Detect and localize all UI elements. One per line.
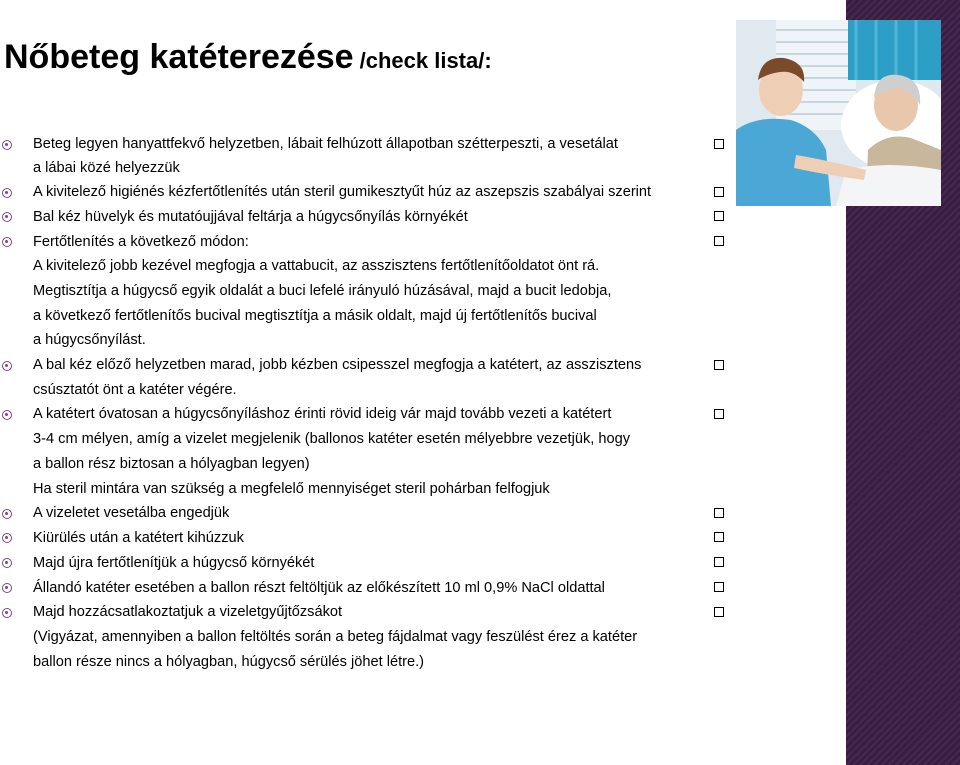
checklist-line: A katétert óvatosan a húgycsőnyíláshoz érinti rövid ideig vár majd tovább vezeti a katétert: [33, 406, 612, 422]
checklist-line: Majd újra fertőtlenítjük a húgycső környékét: [33, 555, 315, 571]
checklist-line: ballon része nincs a hólyagban, húgycső sérülés jöhet létre.): [33, 654, 425, 670]
checklist-line: a lábai közé helyezzük: [33, 160, 180, 176]
checklist-line: csúsztatót önt a katéter végére.: [33, 382, 237, 398]
bullet-icon: [2, 608, 12, 618]
checklist-line: a ballon rész biztosan a hólyagban legyen): [33, 456, 310, 472]
checklist-line: A vizeletet vesetálba engedjük: [33, 505, 230, 521]
checkbox[interactable]: [714, 139, 724, 149]
checklist-line: Bal kéz hüvelyk és mutatóujjával feltárja a húgycsőnyílás környékét: [33, 209, 468, 225]
checklist-line: 3-4 cm mélyen, amíg a vizelet megjelenik (ballonos katéter esetén mélyebbre vezetjük, hogy: [33, 431, 631, 447]
checklist-line: a következő fertőtlenítős bucival megtisztítja a másik oldalt, majd új fertőtlenítős bucival: [33, 308, 597, 324]
checkbox[interactable]: [714, 236, 724, 246]
bullet-icon: [2, 509, 12, 519]
checkbox[interactable]: [714, 557, 724, 567]
checklist-line: A kivitelező jobb kezével megfogja a vattabucit, az asszisztens fertőtlenítőoldatot önt rá.: [33, 258, 600, 274]
bullet-icon: [2, 188, 12, 198]
checkbox[interactable]: [714, 187, 724, 197]
checkbox[interactable]: [714, 211, 724, 221]
bullet-icon: [2, 212, 12, 222]
bullet-icon: [2, 361, 12, 371]
checkbox[interactable]: [714, 582, 724, 592]
checkbox[interactable]: [714, 409, 724, 419]
checklist-line: A kivitelező higiénés kézfertőtlenítés után steril gumikesztyűt húz az aszepszis szabályai szerint: [33, 184, 652, 200]
checkbox[interactable]: [714, 360, 724, 370]
checklist-line: (Vigyázat, amennyiben a ballon feltöltés során a beteg fájdalmat vagy feszülést érez a katéter: [33, 629, 638, 645]
title-subtitle: /check lista/:: [359, 48, 492, 73]
checklist-line: a húgycsőnyílást.: [33, 332, 146, 348]
nurse-patient-photo: [736, 20, 941, 206]
checklist-line: Kiürülés után a katétert kihúzzuk: [33, 530, 244, 546]
checklist-line: A bal kéz előző helyzetben marad, jobb kézben csipesszel megfogja a katétert, az asszisztens: [33, 357, 642, 373]
checkbox[interactable]: [714, 532, 724, 542]
bullet-icon: [2, 558, 12, 568]
checklist-line: Fertőtlenítés a következő módon:: [33, 234, 249, 250]
checklist-line: Megtisztítja a húgycső egyik oldalát a buci lefelé irányuló húzásával, majd a bucit ledobja,: [33, 283, 612, 299]
title-main: Nőbeteg katéterezése: [4, 38, 354, 76]
bullet-icon: [2, 533, 12, 543]
checkbox[interactable]: [714, 508, 724, 518]
bullet-icon: [2, 237, 12, 247]
checklist-line: Ha steril mintára van szükség a megfelelő mennyiséget steril pohárban felfogjuk: [33, 481, 550, 497]
checkbox[interactable]: [714, 607, 724, 617]
checklist-line: Beteg legyen hanyattfekvő helyzetben, lábait felhúzott állapotban szétterpeszti, a vesetálat: [33, 136, 618, 152]
checklist-line: Majd hozzácsatlakoztatjuk a vizeletgyűjtőzsákot: [33, 604, 343, 620]
bullet-icon: [2, 583, 12, 593]
bullet-icon: [2, 410, 12, 420]
checklist-line: Állandó katéter esetében a ballon részt feltöltjük az előkészített 10 ml 0,9% NaCl oldattal: [33, 580, 605, 596]
bullet-icon: [2, 140, 12, 150]
